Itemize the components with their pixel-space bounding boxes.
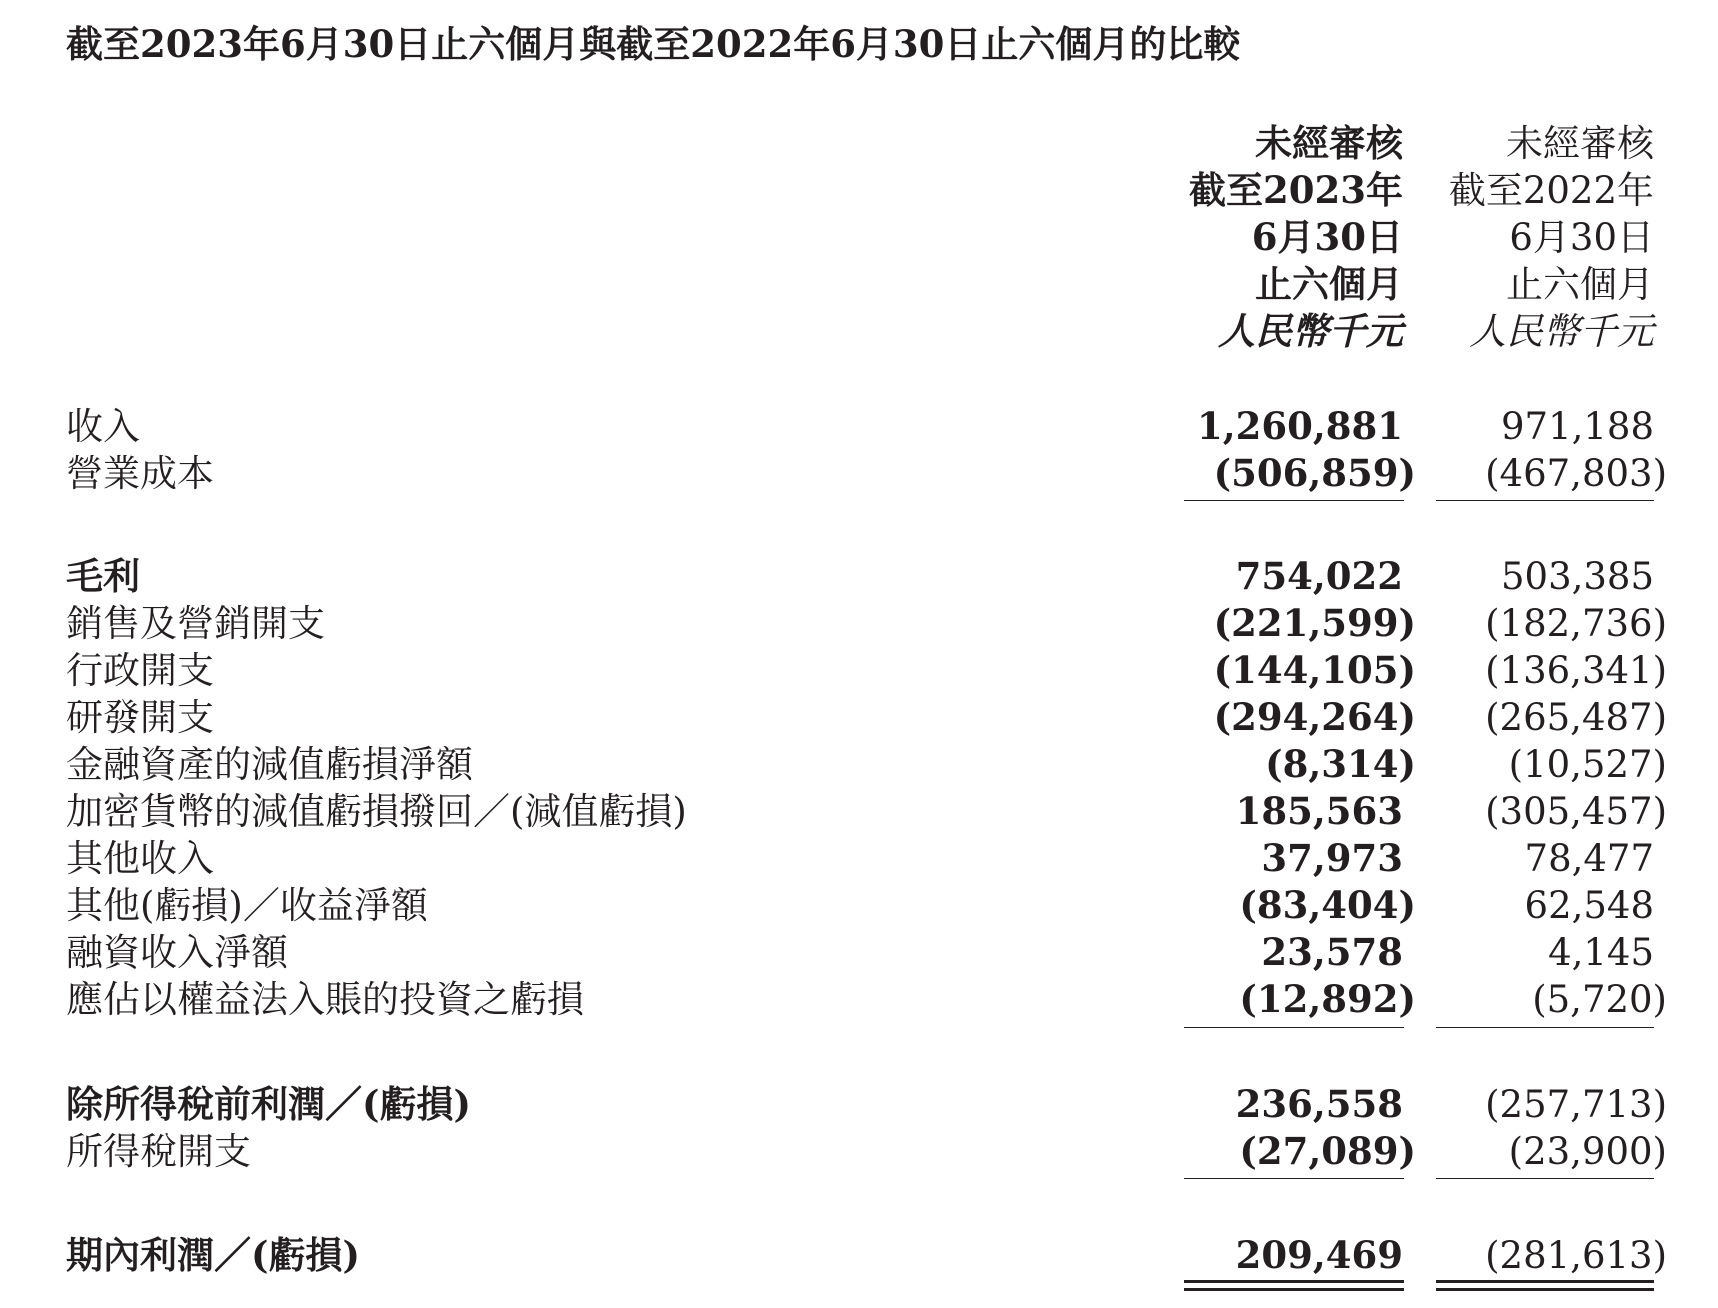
value-2022: (23,900) [1508, 1130, 1667, 1173]
value-2023: (8,314) [1265, 742, 1416, 786]
table-row [0, 694, 1718, 741]
column-header-line: 未經審核 [1255, 121, 1403, 165]
table-row [0, 403, 1718, 450]
value-2022: (136,341) [1485, 649, 1667, 692]
row-label: 除所得稅前利潤／(虧損) [66, 1082, 472, 1126]
value-2023: (83,404) [1239, 883, 1416, 927]
row-label: 融資收入淨額 [66, 931, 288, 974]
value-2023: 23,578 [1261, 930, 1403, 974]
value-2023: 754,022 [1235, 554, 1403, 598]
column-header-line: 止六個月 [1255, 262, 1403, 306]
column-header-2022 [1449, 120, 1654, 355]
value-2022: (182,736) [1485, 602, 1667, 645]
table-row [0, 1081, 1718, 1128]
table-row [0, 450, 1718, 497]
table-row [0, 976, 1718, 1023]
table-row [0, 882, 1718, 929]
value-2022: (467,803) [1485, 452, 1667, 495]
value-2022: 503,385 [1500, 555, 1654, 598]
value-2023: (506,859) [1213, 451, 1416, 495]
row-label: 其他收入 [66, 837, 214, 880]
subtotal-rule [1436, 1027, 1654, 1028]
table-row [0, 741, 1718, 788]
value-2022: 4,145 [1548, 931, 1654, 974]
subtotal-rule [1184, 500, 1404, 501]
table-row [0, 1232, 1718, 1279]
total-double-rule-top [1184, 1280, 1404, 1283]
value-2023: (221,599) [1213, 601, 1416, 645]
row-label: 所得稅開支 [66, 1130, 251, 1173]
table-row [0, 647, 1718, 694]
value-2023: 1,260,881 [1197, 404, 1403, 448]
value-2023: (27,089) [1239, 1129, 1416, 1173]
table-row [0, 929, 1718, 976]
total-double-rule-bottom [1436, 1288, 1654, 1291]
row-label: 應佔以權益法入賬的投資之虧損 [66, 978, 584, 1021]
value-2023: (294,264) [1213, 695, 1416, 739]
table-row [0, 788, 1718, 835]
column-header-line: 止六個月 [1506, 263, 1654, 306]
table-row [0, 553, 1718, 600]
value-2023: (144,105) [1213, 648, 1416, 692]
value-2023: 185,563 [1235, 789, 1403, 833]
subtotal-rule [1184, 1178, 1404, 1179]
column-header-line: 未經審核 [1506, 122, 1654, 165]
value-2023: 37,973 [1261, 836, 1403, 880]
value-2022: 971,188 [1500, 405, 1654, 448]
subtotal-rule [1184, 1027, 1404, 1028]
column-header-2023 [1189, 120, 1403, 355]
total-double-rule-top [1436, 1280, 1654, 1283]
value-2022: 78,477 [1524, 837, 1654, 880]
subtotal-rule [1436, 500, 1654, 501]
value-2022: (257,713) [1485, 1083, 1667, 1126]
row-label: 研發開支 [66, 696, 214, 739]
column-header-line: 截至2022年 [1448, 169, 1654, 212]
value-2022: (10,527) [1508, 743, 1667, 786]
total-double-rule-bottom [1184, 1288, 1404, 1291]
column-header-line: 截至2023年 [1189, 168, 1403, 212]
column-header-line: 6月30日 [1251, 215, 1403, 259]
value-2023: 209,469 [1235, 1233, 1403, 1277]
value-2023: 236,558 [1235, 1082, 1403, 1126]
row-label: 收入 [66, 405, 140, 448]
column-unit: 人民幣千元 [1218, 309, 1403, 353]
row-label: 營業成本 [66, 452, 214, 495]
value-2022: 62,548 [1524, 884, 1654, 927]
row-label: 行政開支 [66, 649, 214, 692]
row-label: 期內利潤／(虧損) [66, 1233, 361, 1277]
table-row [0, 1128, 1718, 1175]
subtotal-rule [1436, 1178, 1654, 1179]
value-2022: (281,613) [1485, 1234, 1667, 1277]
value-2022: (265,487) [1485, 696, 1667, 739]
table-row [0, 600, 1718, 647]
table-row [0, 835, 1718, 882]
value-2022: (305,457) [1485, 790, 1667, 833]
row-label: 毛利 [66, 554, 140, 598]
row-label: 其他(虧損)／收益淨額 [66, 884, 428, 927]
value-2022: (5,720) [1532, 978, 1667, 1021]
column-header-line: 6月30日 [1509, 216, 1654, 259]
row-label: 加密貨幣的減值虧損撥回／(減值虧損) [66, 790, 687, 833]
row-label: 金融資產的減值虧損淨額 [66, 743, 473, 786]
page-title: 截至2023年6月30日止六個月與截至2022年6月30日止六個月的比較 [66, 22, 1241, 66]
row-label: 銷售及營銷開支 [66, 602, 325, 645]
column-unit: 人民幣千元 [1469, 310, 1654, 353]
value-2023: (12,892) [1239, 977, 1416, 1021]
